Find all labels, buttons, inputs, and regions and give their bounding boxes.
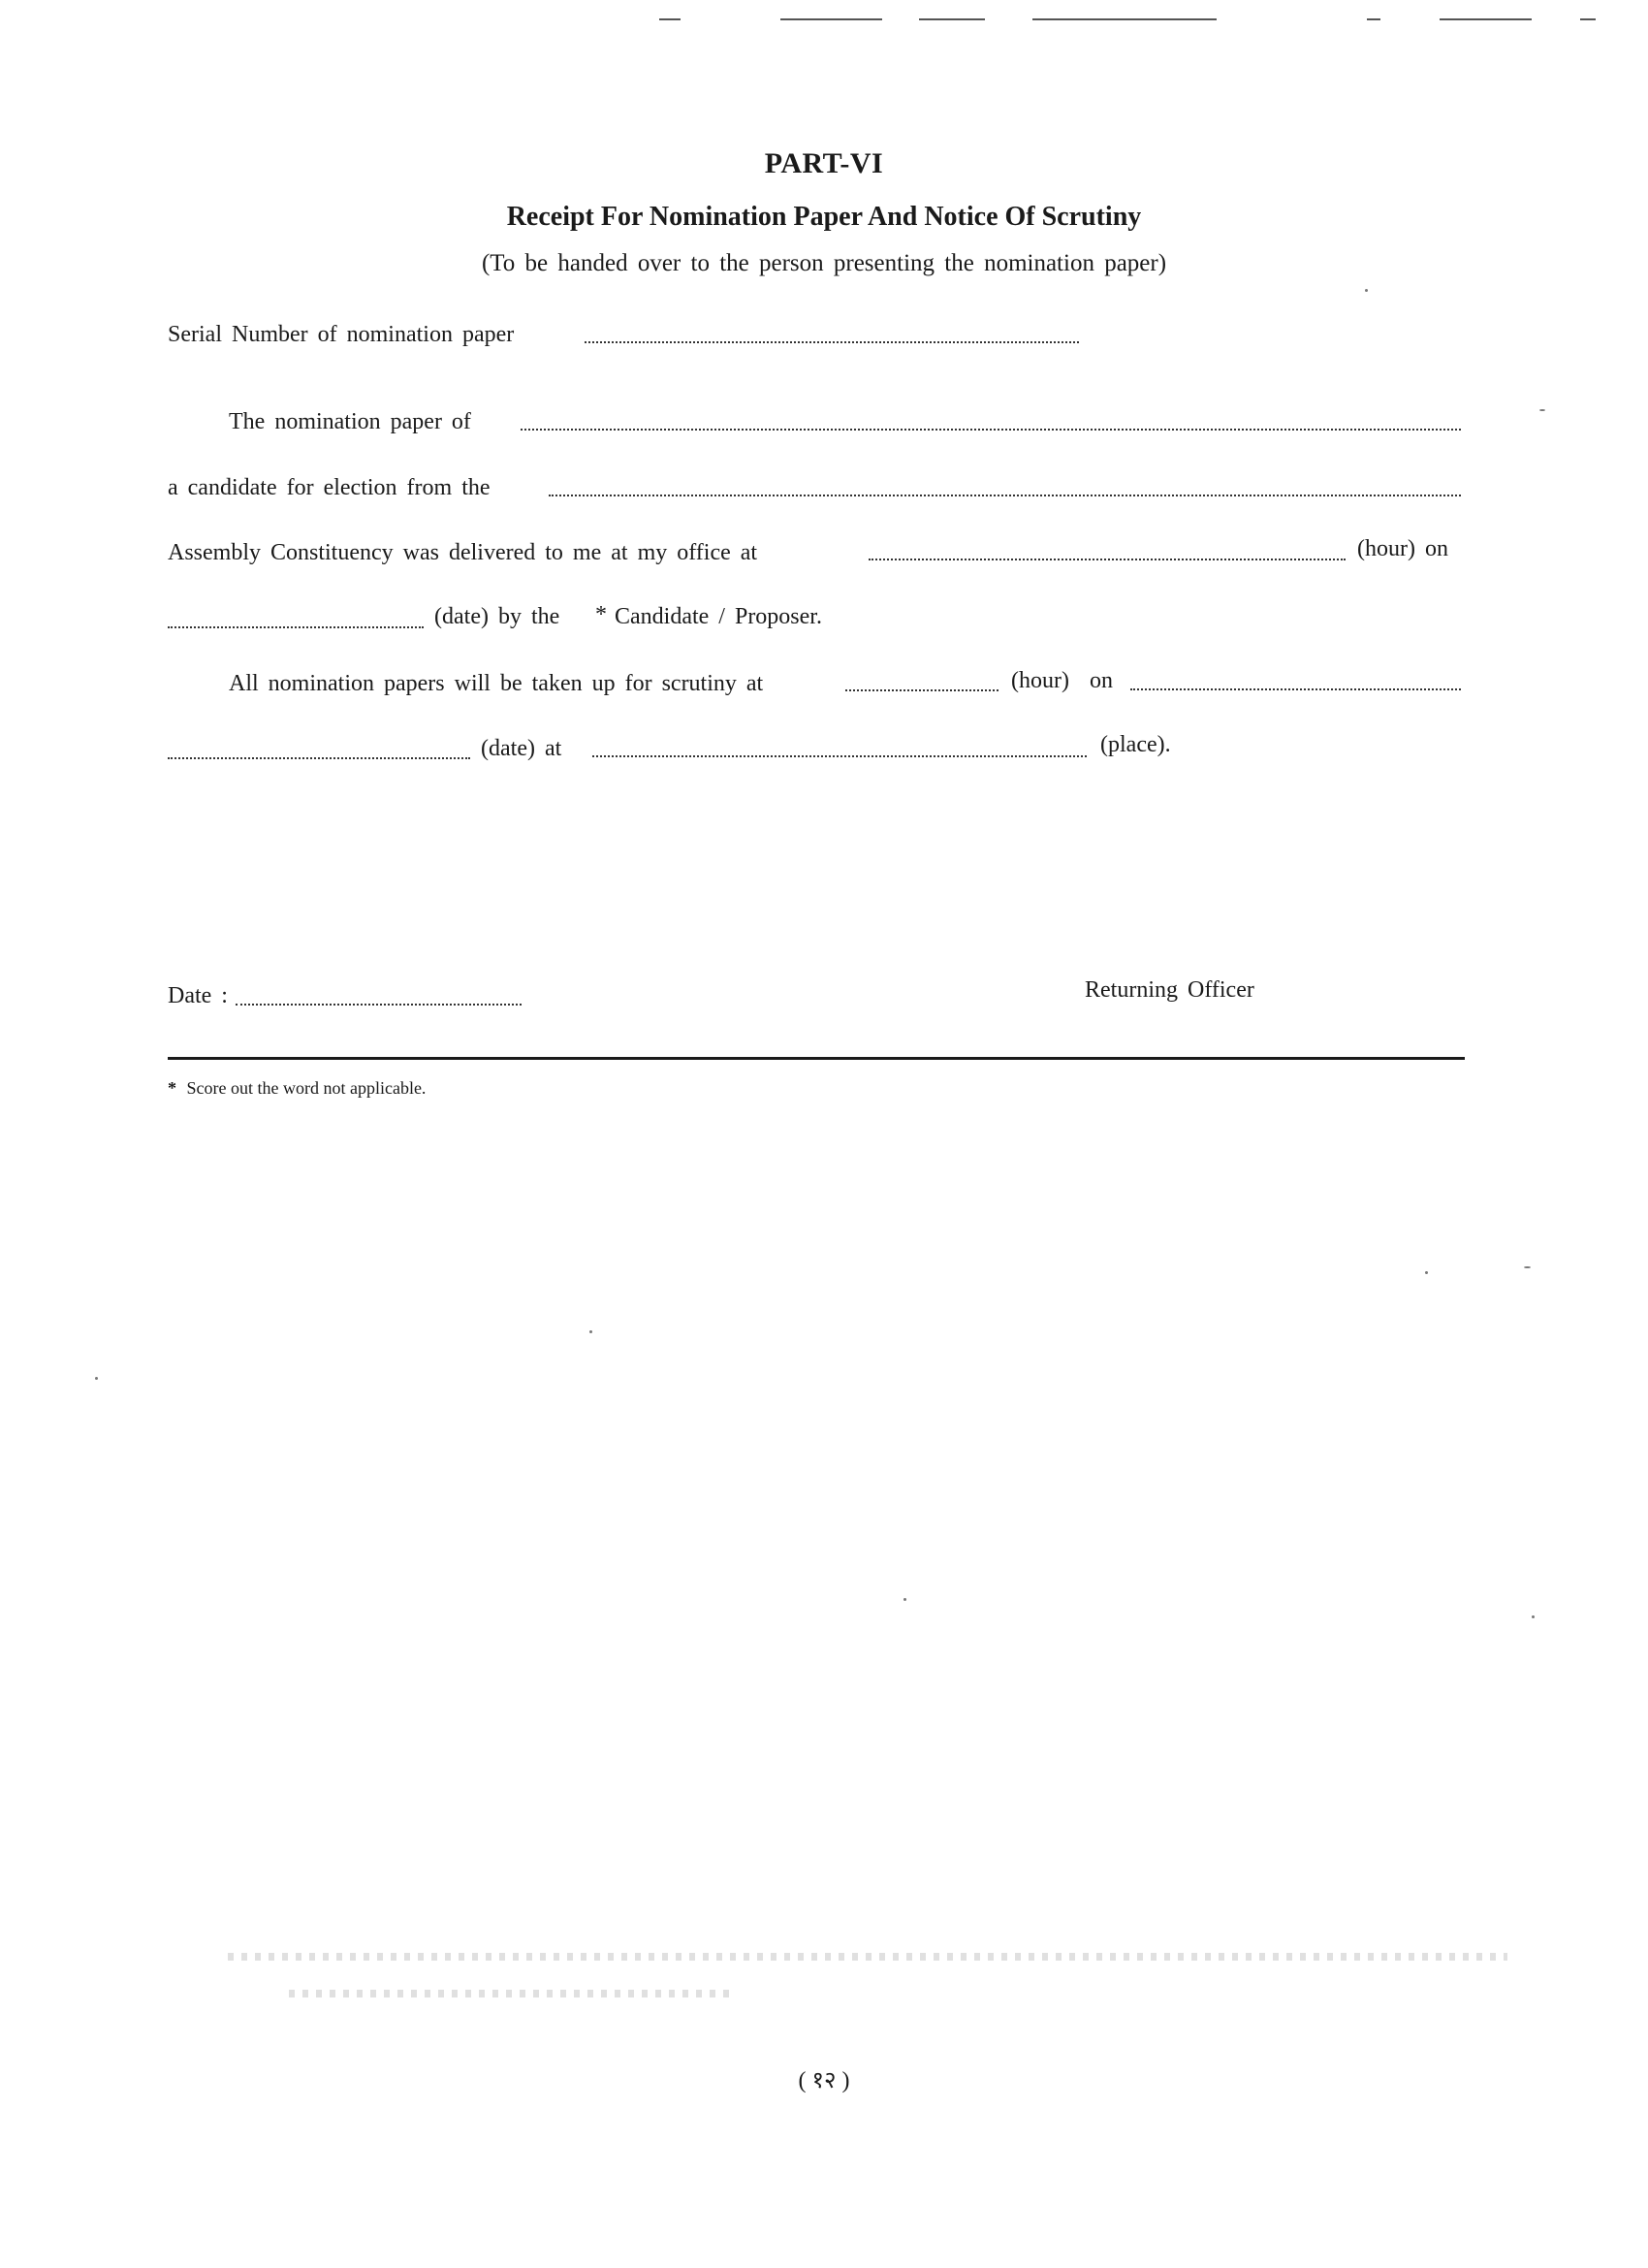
part-title: PART-VI	[764, 147, 884, 179]
footnote	[168, 1078, 426, 1099]
candidate-name-field[interactable]	[521, 429, 1461, 431]
scan-speck	[903, 1598, 906, 1601]
scrutiny-place-field[interactable]	[592, 755, 1087, 757]
scan-mark	[1440, 18, 1532, 20]
hour-on-label: (hour) on	[1357, 536, 1448, 561]
divider	[168, 1057, 1465, 1060]
scan-speck	[1425, 1271, 1428, 1274]
scan-speck	[1539, 409, 1545, 411]
scan-speck	[1365, 289, 1368, 292]
candidate-proposer-label: Candidate / Proposer.	[615, 604, 822, 629]
signature-date-label: Date :	[168, 983, 228, 1008]
show-through-text	[289, 1990, 735, 1997]
delivered-label: Assembly Constituency was delivered to me at my office at	[168, 540, 758, 565]
footnote-asterisk: *	[168, 1078, 176, 1098]
scan-mark	[659, 18, 681, 20]
constituency-field[interactable]	[549, 495, 1461, 496]
scrutiny-label: All nomination papers will be taken up for scrutiny at	[229, 671, 764, 696]
place-label: (place).	[1100, 732, 1171, 757]
scrutiny-date-field[interactable]	[168, 757, 470, 759]
scan-speck	[589, 1330, 592, 1333]
page-number: ( १२ )	[798, 2068, 850, 2093]
date-at-label: (date) at	[481, 736, 562, 761]
document-subtitle: (To be handed over to the person presenting the nomination paper)	[481, 250, 1167, 276]
serial-number-field[interactable]	[585, 341, 1079, 343]
signature-date-field[interactable]	[236, 1004, 522, 1006]
returning-officer-label: Returning Officer	[1085, 977, 1254, 1003]
scan-speck	[95, 1377, 98, 1380]
scan-mark	[1580, 18, 1596, 20]
document-title: Receipt For Nomination Paper And Notice Of Scrutiny	[506, 202, 1142, 232]
scan-mark	[1367, 18, 1380, 20]
date-by-label: (date) by the	[434, 604, 560, 629]
candidate-from-label: a candidate for election from the	[168, 475, 491, 500]
asterisk-mark: *	[595, 602, 607, 627]
scan-speck	[1524, 1266, 1531, 1268]
scan-speck	[1532, 1615, 1535, 1618]
hour-label: (hour)	[1011, 668, 1069, 693]
scrutiny-on-field[interactable]	[1130, 688, 1461, 690]
show-through-text	[228, 1953, 1507, 1961]
scrutiny-hour-field[interactable]	[845, 689, 998, 691]
serial-number-label: Serial Number of nomination paper	[168, 322, 515, 347]
scan-mark	[1032, 18, 1217, 20]
scan-mark	[919, 18, 985, 20]
nomination-of-label: The nomination paper of	[229, 409, 471, 434]
delivery-date-field[interactable]	[168, 626, 424, 628]
on-label: on	[1090, 668, 1113, 693]
scan-mark	[780, 18, 882, 20]
delivery-hour-field[interactable]	[869, 559, 1346, 560]
footnote-text: Score out the word not applicable.	[186, 1078, 427, 1098]
